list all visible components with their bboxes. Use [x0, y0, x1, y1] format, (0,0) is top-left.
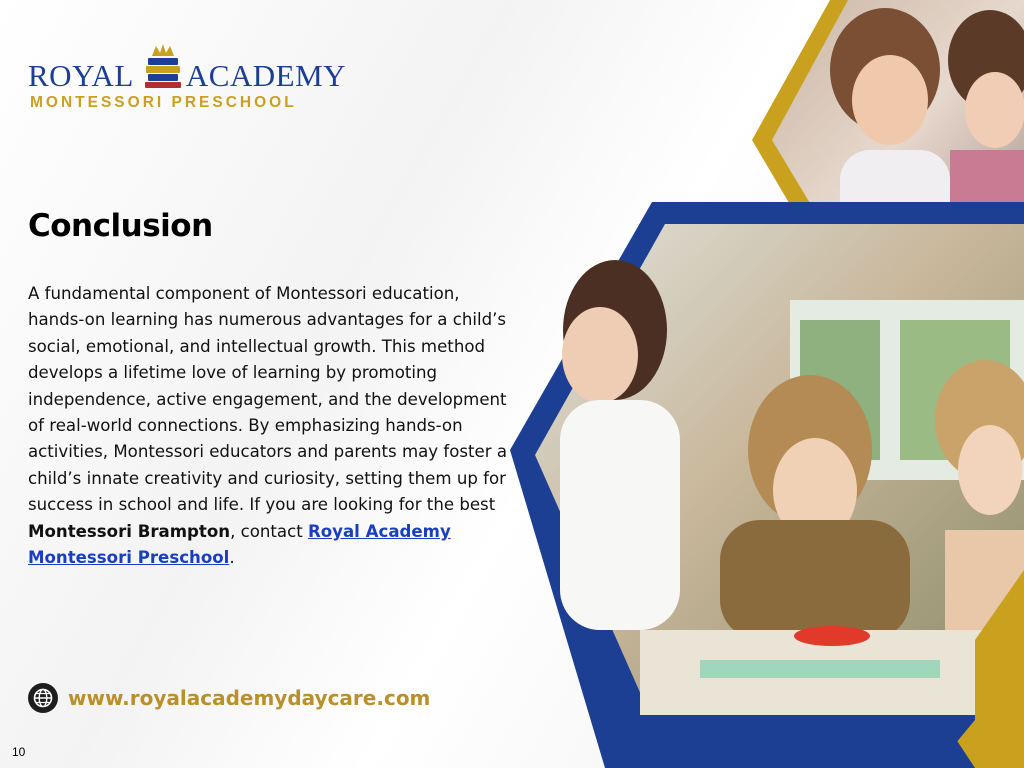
royal-academy-link[interactable]: Royal Academy Montessori Preschool	[28, 521, 451, 568]
website-url[interactable]: www.royalacademydaycare.com	[68, 686, 431, 710]
main-hexagon-photo	[510, 202, 1024, 768]
logo-word-royal: ROYAL	[28, 58, 134, 93]
paragraph-end: .	[229, 548, 235, 568]
slide-title: Conclusion	[28, 208, 213, 244]
logo-subtitle: MONTESSORI PRESCHOOL	[30, 94, 297, 111]
logo-word-academy: ACADEMY	[185, 58, 347, 93]
school-logo	[28, 40, 347, 120]
bold-term: Montessori Brampton	[28, 521, 231, 541]
page-number: 10	[12, 745, 26, 759]
paragraph-text: A fundamental component of Montessori education, hands-on learning has numerous advantages for a child’s social, emotional, and intellectual growth. This method develops a lifetime love of learning by promoting independence, active engagement, and the development of real-world connections. By emphasizing hands-on activities, Montessori educators and parents may foster a child’s innate creativity and curiosity, setting them up for success in school and life. If you are looking for the best	[28, 284, 508, 515]
contact-text: , contact	[230, 521, 308, 541]
website-footer	[28, 682, 430, 714]
conclusion-paragraph	[28, 281, 518, 571]
globe-icon	[28, 683, 58, 713]
crown-books-icon	[138, 42, 188, 92]
